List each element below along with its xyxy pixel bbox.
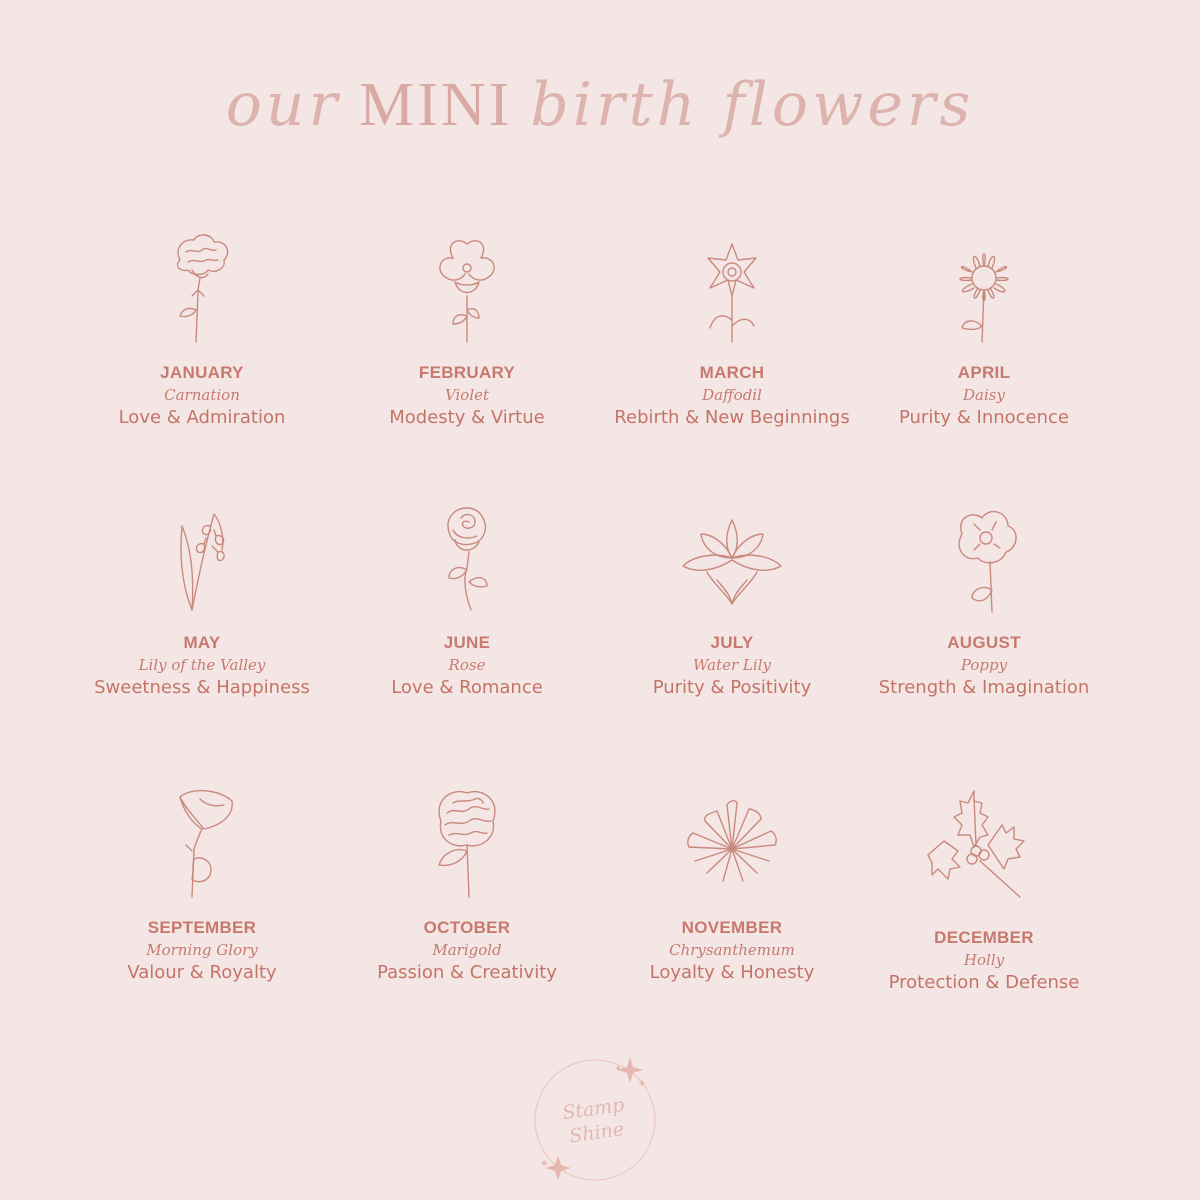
flower-name: Daisy (963, 386, 1005, 404)
month-card-december (834, 785, 1134, 995)
logo-line-2: Shine (567, 1118, 626, 1148)
holly-icon (924, 785, 1044, 910)
month-name: JULY (710, 633, 754, 652)
flower-name: Rose (448, 656, 486, 674)
month-name: OCTOBER (423, 918, 511, 937)
flower-meaning: Strength & Imagination (878, 677, 1090, 698)
marigold-icon (417, 785, 517, 900)
morning-glory-icon (152, 785, 252, 900)
flower-name: Chrysanthemum (669, 941, 795, 959)
daffodil-icon (682, 230, 782, 345)
flower-meaning: Valour & Royalty (127, 962, 277, 983)
month-name: JUNE (443, 633, 491, 652)
month-card-august (834, 500, 1134, 700)
month-name: AUGUST (947, 633, 1021, 652)
logo-line-1: Stamp (561, 1093, 626, 1125)
month-name: DECEMBER (934, 928, 1034, 947)
flower-meaning: Rebirth & New Beginnings (614, 407, 850, 428)
page-title (0, 70, 1200, 180)
month-card-january (52, 230, 352, 430)
chrysanthemum-icon (667, 785, 797, 900)
flower-meaning: Purity & Positivity (652, 677, 812, 698)
month-card-june (317, 500, 617, 700)
month-name: NOVEMBER (681, 918, 783, 937)
flower-meaning: Purity & Innocence (898, 407, 1070, 428)
month-name: SEPTEMBER (147, 918, 257, 937)
violet-icon (417, 230, 517, 345)
title-our: our (225, 70, 342, 140)
flower-meaning: Sweetness & Happiness (94, 677, 310, 698)
month-name: MARCH (699, 363, 765, 382)
flower-name: Daffodil (702, 386, 762, 404)
flower-meaning: Loyalty & Honesty (649, 962, 815, 983)
flower-name: Violet (444, 386, 490, 404)
title-birth-flowers: birth flowers (530, 70, 975, 140)
month-name: FEBRUARY (418, 363, 516, 382)
month-name: MAY (183, 633, 221, 652)
carnation-icon (152, 230, 252, 345)
month-name: APRIL (957, 363, 1011, 382)
daisy-icon (934, 230, 1034, 345)
flower-name: Morning Glory (146, 941, 258, 959)
flower-name: Poppy (960, 656, 1008, 674)
month-card-september (52, 785, 352, 985)
flower-name: Marigold (432, 941, 502, 959)
flower-meaning: Modesty & Virtue (389, 407, 545, 428)
flower-name: Lily of the Valley (138, 656, 266, 674)
flower-name: Water Lily (693, 656, 771, 674)
month-card-february (317, 230, 617, 430)
poppy-icon (934, 500, 1034, 615)
rose-icon (417, 500, 517, 615)
water-lily-icon (667, 500, 797, 615)
flower-name: Carnation (164, 386, 240, 404)
brand-logo (530, 1055, 660, 1185)
month-card-october (317, 785, 617, 985)
month-card-april (834, 230, 1134, 430)
flower-meaning: Protection & Defense (888, 972, 1080, 993)
flower-name: Holly (963, 951, 1005, 969)
flower-meaning: Love & Admiration (118, 407, 286, 428)
title-mini: MINI (359, 71, 513, 139)
flower-meaning: Love & Romance (391, 677, 543, 698)
flower-meaning: Passion & Creativity (377, 962, 557, 983)
lily-of-the-valley-icon (152, 500, 252, 615)
month-card-may (52, 500, 352, 700)
month-name: JANUARY (160, 363, 244, 382)
